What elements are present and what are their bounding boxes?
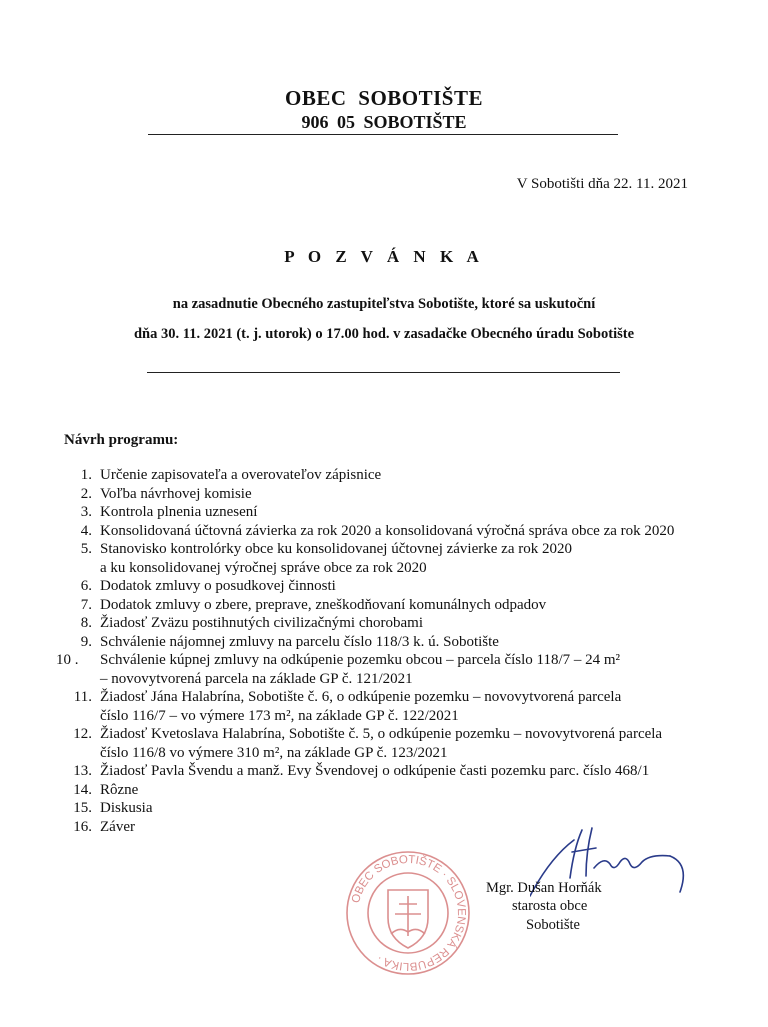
agenda-item-text — [100, 466, 736, 485]
agenda-item-line: Voľba návrhovej komisie — [100, 485, 252, 502]
agenda-item — [56, 762, 736, 781]
agenda-item — [56, 522, 736, 541]
agenda-item-text — [100, 614, 736, 633]
agenda-item — [56, 781, 736, 800]
agenda-item — [56, 540, 736, 577]
agenda-item-line: Žiadosť Zväzu postihnutých civilizačnými chorobami — [100, 615, 423, 631]
agenda-item-number: 15. — [73, 800, 92, 816]
agenda-item — [56, 799, 736, 818]
agenda-item-text — [100, 633, 736, 652]
agenda-item-number: 1. — [80, 467, 92, 483]
agenda-item-number: 6. — [80, 578, 92, 594]
invitation-intro-line1: na zasadnutie Obecného zastupiteľstva Sobotište, ktoré sa uskutoční — [172, 296, 596, 312]
agenda-item-text — [100, 651, 736, 688]
agenda-item-line: Kontrola plnenia uznesení — [100, 504, 258, 520]
agenda-item-line: Rôzne — [100, 781, 139, 798]
agenda-item-line: číslo 116/7 – vo výmere 173 m², na základe GP č. 122/2021 — [100, 707, 459, 724]
agenda-item-text — [100, 540, 736, 577]
agenda-item-line: Dodatok zmluvy o zbere, preprave, zneškodňovaní komunálnych odpadov — [100, 596, 547, 613]
agenda-item-line: Schválenie kúpnej zmluvy na odkúpenie pozemku obcou – parcela číslo 118/7 – 24 m² — [100, 652, 621, 668]
agenda-item-number: 13. — [73, 763, 92, 779]
agenda-item-text — [100, 799, 736, 818]
agenda-item — [56, 503, 736, 522]
agenda-item-text — [100, 762, 736, 781]
agenda-item-number: 7. — [80, 596, 92, 613]
signatory-role: starosta obce — [512, 898, 588, 914]
agenda-item-text — [100, 485, 736, 504]
agenda-item-line: Žiadosť Pavla Švendu a manž. Evy Švendovej o odkúpenie časti pozemku parc. číslo 468/1 — [100, 763, 650, 779]
agenda-item-number: 5. — [80, 541, 92, 557]
agenda-item — [56, 651, 736, 688]
agenda-item-text — [100, 503, 736, 522]
agenda-item-number: 2. — [80, 485, 92, 502]
agenda-item — [56, 485, 736, 504]
agenda-item — [56, 633, 736, 652]
agenda-item-line: Dodatok zmluvy o posudkovej činnosti — [100, 578, 336, 594]
stamp-text-path: OBEC SOBOTIŠTE · SLOVENSKÁ REPUBLIKA · — [350, 853, 468, 973]
agenda-item-line: Schválenie nájomnej zmluvy na parcelu číslo 118/3 k. ú. Sobotište — [100, 633, 499, 650]
agenda-item-line: Stanovisko kontrolórky obce ku konsolidovanej účtovnej závierke za rok 2020 — [100, 541, 572, 557]
municipality-title: OBEC SOBOTIŠTE — [285, 86, 483, 110]
agenda-item-line: Záver — [100, 818, 135, 835]
agenda-item-text — [100, 688, 736, 725]
agenda-item-number: 14. — [73, 781, 92, 798]
agenda-list — [56, 466, 736, 836]
agenda-item-number: 12. — [73, 726, 92, 742]
intro-divider — [147, 372, 620, 373]
signatory-town: Sobotište — [526, 917, 580, 933]
agenda-item-line: Určenie zapisovateľa a overovateľov zápisnice — [100, 467, 382, 483]
agenda-item-line: Diskusia — [100, 800, 153, 816]
official-stamp — [343, 848, 473, 978]
agenda-item-number: 3. — [80, 504, 92, 520]
municipality-address: 906 05 SOBOTIŠTE — [301, 112, 467, 132]
agenda-item — [56, 596, 736, 615]
agenda-item-number: 8. — [80, 615, 92, 631]
agenda-item-number: 16. — [73, 818, 92, 835]
invitation-title: P O Z V Á N K A — [284, 247, 484, 266]
agenda-item — [56, 614, 736, 633]
agenda-item-number: 9. — [80, 633, 92, 650]
agenda-item-number: 10 . — [56, 652, 79, 668]
agenda-item-number: 4. — [80, 522, 92, 539]
agenda-item-line: Konsolidovaná účtovná závierka za rok 2020 a konsolidovaná výročná správa obce za rok 2020 — [100, 522, 675, 539]
invitation-intro-line2: dňa 30. 11. 2021 (t. j. utorok) o 17.00 hod. v zasadačke Obecného úradu Sobotište — [133, 326, 635, 342]
agenda-item-line: – novovytvorená parcela na základe GP č. 121/2021 — [100, 670, 413, 687]
agenda-item-number: 11. — [73, 689, 92, 705]
agenda-item-line: Žiadosť Jána Halabrína, Sobotište č. 6, o odkúpenie pozemku – novovytvorená parcela — [100, 689, 622, 705]
agenda-item — [56, 688, 736, 725]
agenda-item-text — [100, 596, 736, 615]
agenda-item-line: Žiadosť Kvetoslava Halabrína, Sobotište č. 5, o odkúpenie pozemku – novovytvorená parcela — [100, 726, 663, 742]
header-divider — [148, 134, 618, 135]
agenda-item — [56, 725, 736, 762]
agenda-item-line: číslo 116/8 vo výmere 310 m², na základe GP č. 123/2021 — [100, 744, 448, 761]
agenda-item-text — [100, 725, 736, 762]
program-heading: Návrh programu: — [64, 432, 179, 448]
agenda-item-line: a ku konsolidovanej výročnej správe obce za rok 2020 — [100, 559, 427, 576]
agenda-item-text — [100, 577, 736, 596]
agenda-item-text — [100, 781, 736, 800]
agenda-item — [56, 577, 736, 596]
document-date: V Sobotišti dňa 22. 11. 2021 — [516, 176, 688, 192]
coat-of-arms-icon — [388, 890, 428, 948]
agenda-item — [56, 466, 736, 485]
signatory-name: Mgr. Dušan Horňák — [486, 880, 602, 896]
agenda-item-text — [100, 522, 736, 541]
